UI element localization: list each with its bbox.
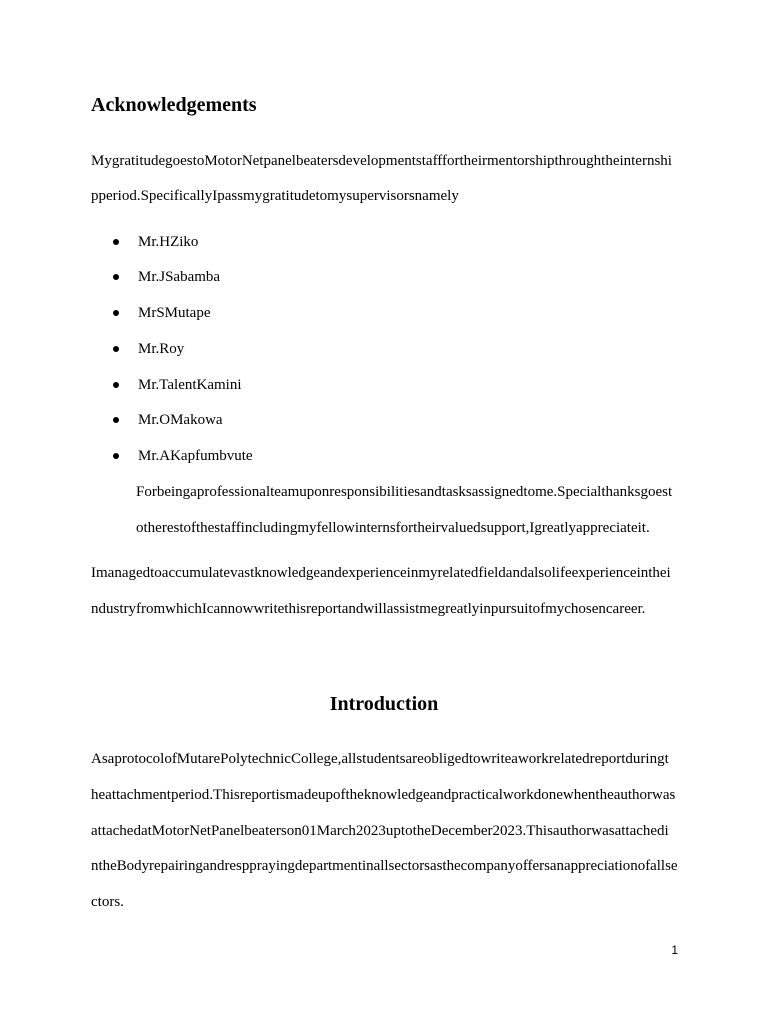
supervisor-name: Mr.HZiko — [138, 234, 199, 250]
list-item — [110, 268, 220, 286]
bullet-icon — [113, 453, 119, 459]
bullet-icon — [113, 239, 119, 245]
page-number: 1 — [671, 943, 678, 957]
acknowledgements-paragraph-line: pperiod.SpecificallyIpassmygratitudetomysupervisorsnamely — [91, 188, 459, 204]
closing-paragraph-line: Imanagedtoaccumulatevastknowledgeandexperienceinmyrelatedfieldandalsolifeexperienceinthei — [91, 565, 671, 581]
bullet-icon — [113, 382, 119, 388]
list-item — [110, 304, 211, 322]
bullet-icon — [113, 310, 119, 316]
acknowledgements-paragraph-line: MygratitudegoestoMotorNetpanelbeatersdevelopmentstafffortheirmentorshipthroughtheinternshi — [91, 153, 672, 169]
bullet-icon — [113, 274, 119, 280]
introduction-paragraph-line: heattachmentperiod.Thisreportismadeupoftheknowledgeandpracticalworkdonewhentheauthorwas — [91, 787, 676, 803]
thanks-paragraph-line: otherestofthestaffincludingmyfellowinternsfortheirvaluedsupport,Igreatlyappreciateit. — [136, 520, 650, 536]
list-item — [110, 376, 242, 394]
introduction-paragraph-line: AsaprotocolofMutarePolytechnicCollege,allstudentsareobligedtowriteaworkrelatedreportduringt — [91, 751, 669, 767]
supervisor-name: Mr.JSabamba — [138, 269, 221, 285]
supervisor-name: Mr.TalentKamini — [138, 377, 242, 393]
introduction-paragraph-line: attachedatMotorNetPanelbeaterson01March2023uptotheDecember2023.Thisauthorwasattachedi — [91, 823, 669, 839]
bullet-icon — [113, 346, 119, 352]
supervisor-name: Mr.AKapfumbvute — [138, 448, 253, 464]
introduction-heading: Introduction — [329, 693, 439, 715]
thanks-paragraph-line: Forbeingaprofessionalteamuponresponsibilitiesandtasksassignedtome.Specialthanksgoest — [136, 484, 673, 500]
list-item — [110, 447, 253, 465]
list-item — [110, 233, 198, 251]
supervisor-name: Mr.Roy — [138, 341, 185, 357]
list-item — [110, 411, 223, 429]
acknowledgements-heading: Acknowledgements — [91, 94, 257, 116]
list-item — [110, 340, 184, 358]
bullet-icon — [113, 417, 119, 423]
introduction-paragraph-line: ntheBodyrepairingandrespprayingdepartmentinallsectorsasthecompanyoffersanappreciationofallse — [91, 858, 678, 874]
supervisor-name: MrSMutape — [138, 305, 211, 321]
closing-paragraph-line: ndustryfromwhichIcannowwritethisreportandwillassistmegreatlyinpursuitofmychosencareer. — [91, 601, 646, 617]
introduction-paragraph-line: ctors. — [91, 894, 124, 910]
supervisor-name: Mr.OMakowa — [138, 412, 223, 428]
